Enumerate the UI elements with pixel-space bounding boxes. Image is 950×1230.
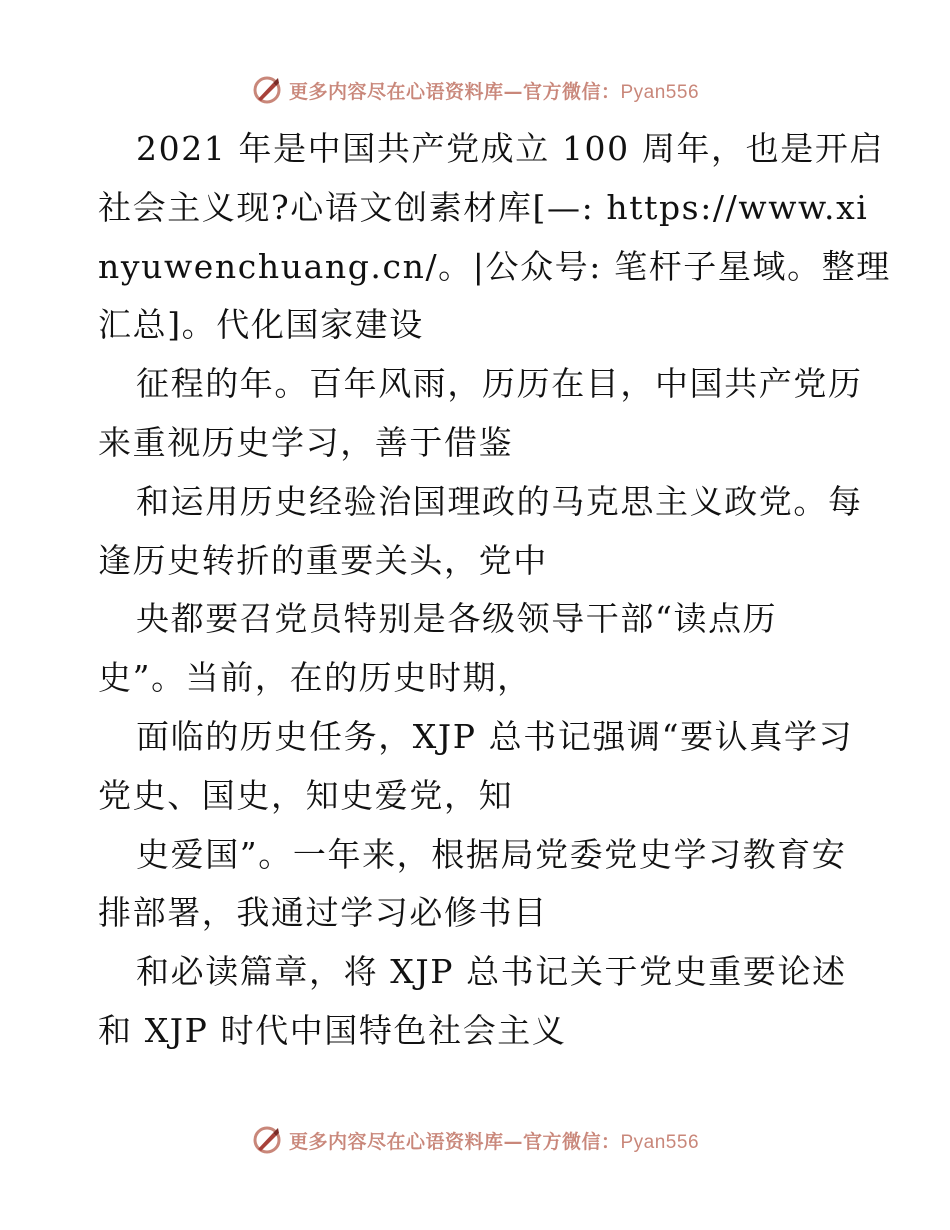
- paragraph-2-line-2: 来重视历史学习，善于借鉴: [98, 422, 514, 462]
- banner-text: 更多内容尽在心语资料库—官方微信：Pyan556: [288, 1130, 700, 1153]
- paragraph-4-line-2: 史”。当前，在的历史时期，: [98, 658, 532, 698]
- paragraph-5-line-1: 面临的历史任务，XJP 总书记强调“要认真学习: [136, 716, 854, 756]
- paragraph-4-line-1: 央都要召党员特别是各级领导干部“读点历: [136, 599, 778, 639]
- wechat-id: Pyan556: [620, 1131, 700, 1153]
- banner-text: 更多内容尽在心语资料库—官方微信：Pyan556: [288, 80, 700, 103]
- paragraph-3-line-1: 和运用历史经验治国理政的马克思主义政党。每: [136, 481, 863, 521]
- wechat-id: Pyan556: [620, 81, 700, 103]
- paragraph-5-line-2: 党史、国史，知史爱党，知: [98, 775, 514, 815]
- paragraph-7-line-1: 和必读篇章，将 XJP 总书记关于党史重要论述: [136, 952, 847, 992]
- paragraph-1-line-4: 汇总]。代化国家建设: [98, 305, 424, 345]
- paragraph-2-line-1: 征程的年。百年风雨，历历在目，中国共产党历: [136, 364, 863, 404]
- paragraph-7-line-2: 和 XJP 时代中国特色社会主义: [98, 1010, 567, 1050]
- paragraph-1-line-2: 社会主义现?心语文创素材库[—: https://www.xi: [98, 187, 869, 227]
- paragraph-3-line-2: 逢历史转折的重要关头，党中: [98, 540, 548, 580]
- paragraph-1-line-3: nyuwenchuang.cn/。|公众号: 笔杆子星域。整理: [98, 246, 891, 286]
- footer-watermark-banner: [0, 1120, 950, 1160]
- paragraph-6-line-1: 史爱国”。一年来，根据局党委党史学习教育安: [136, 834, 847, 874]
- quill-pen-logo-icon: [251, 1124, 283, 1156]
- paragraph-1-line-1: 2021 年是中国共产党成立 100 周年，也是开启: [136, 129, 885, 168]
- quill-pen-logo-icon: [251, 74, 283, 106]
- header-watermark-banner: [0, 70, 950, 110]
- document-body: [98, 120, 891, 1061]
- paragraph-6-line-2: 排部署，我通过学习必修书目: [98, 893, 548, 933]
